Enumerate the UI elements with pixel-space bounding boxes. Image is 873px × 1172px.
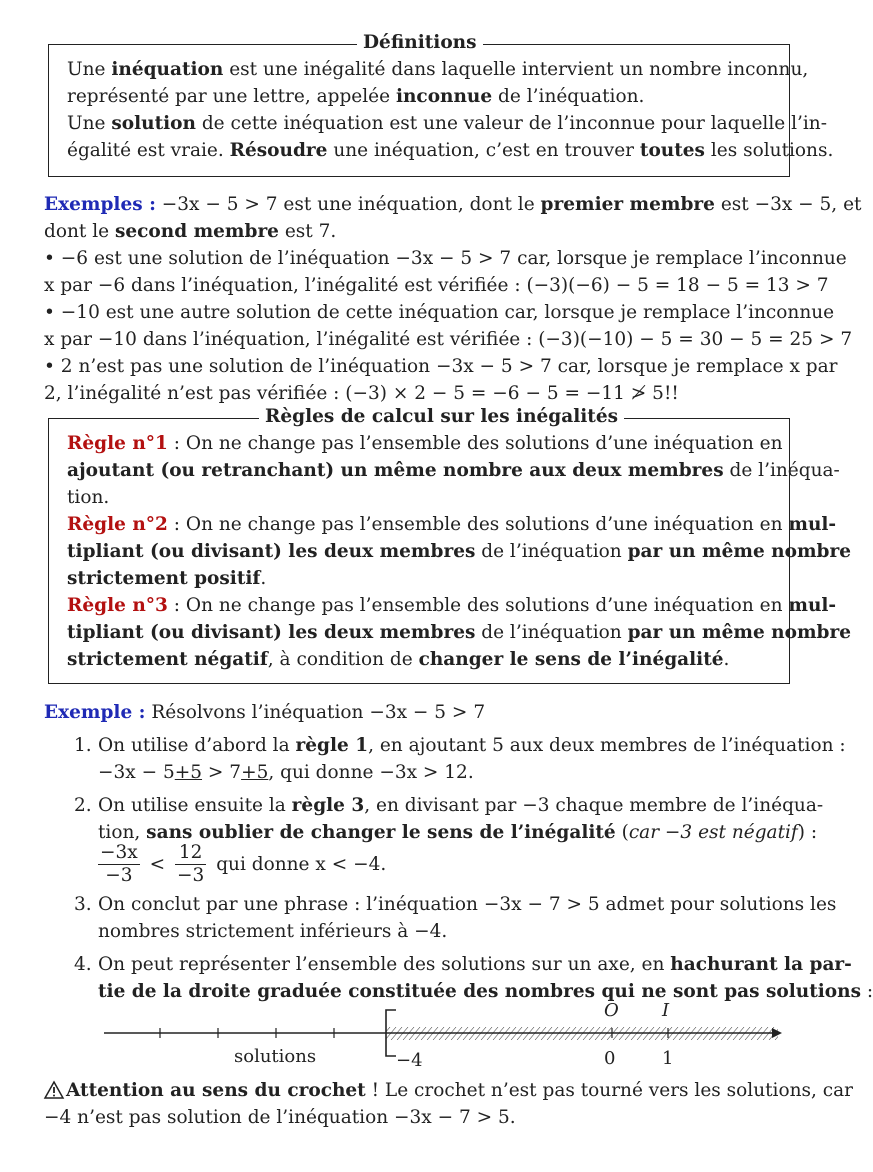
rule-1-line-1: Règle n°1 : On ne change pas l’ensemble des solutions d’une inéquation en <box>67 433 783 454</box>
fraction-right: $\frac{12}{-3}$ <box>177 842 205 886</box>
bracket-value-label: −4 <box>396 1050 423 1071</box>
definitions-box <box>48 32 834 177</box>
step-1-line-1: On utilise d’abord la règle 1, en ajoutant 5 aux deux membres de l’inéquation : <box>98 735 846 756</box>
example-intro: Exemple : Résolvons l’inéquation −3x − 5 > 7 <box>44 702 486 723</box>
examples-line-7: • 2 n’est pas une solution de l’inéquation −3x − 5 > 7 car, lorsque je remplace x par <box>44 356 838 377</box>
definitions-line-1: Une inéquation est une inégalité dans laquelle intervient un nombre inconnu, <box>67 59 809 80</box>
rule-2-line-3: strictement positif. <box>67 568 267 589</box>
examples-line-5: • −10 est une autre solution de cette inéquation car, lorsque je remplace l’inconnue <box>44 302 835 323</box>
definitions-line-2: représenté par une lettre, appelée inconnue de l’inéquation. <box>67 86 645 107</box>
rule-2-line-2: tipliant (ou divisant) les deux membres de l’inéquation par un même nombre <box>67 541 851 562</box>
step-3-number: 3. <box>74 894 92 915</box>
less-than-sign: < <box>149 853 166 875</box>
step-4-number: 4. <box>74 954 92 975</box>
number-line <box>0 998 828 1078</box>
rule-3-line-3: strictement négatif, à condition de changer le sens de l’inégalité. <box>67 649 730 670</box>
examples-line-1: Exemples : −3x − 5 > 7 est une inéquation, dont le premier membre est −3x − 5, et <box>44 194 862 215</box>
attention-line-1: Attention au sens du crochet ! Le crochet n’est pas tourné vers les solutions, car <box>44 1078 788 1108</box>
definitions-line-3: Une solution de cette inéquation est une valeur de l’inconnue pour laquelle l’in- <box>67 113 827 134</box>
definitions-title: Définitions <box>357 30 483 57</box>
step-1-number: 1. <box>74 735 92 756</box>
step-2-number: 2. <box>74 795 92 816</box>
step-2-line-1: On utilise ensuite la règle 3, en divisant par −3 chaque membre de l’inéqua- <box>98 795 824 816</box>
step-4-line-1: On peut représenter l’ensemble des solutions sur un axe, en hachurant la par- <box>98 954 852 975</box>
step-3-line-1: On conclut par une phrase : l’inéquation −3x − 7 > 5 admet pour solutions les <box>98 894 837 915</box>
rules-box <box>48 406 851 684</box>
rule-1-line-3: tion. <box>67 487 110 508</box>
examples-line-3: • −6 est une solution de l’inéquation −3x − 5 > 7 car, lorsque je remplace l’inconnue <box>44 248 847 269</box>
step-2-fraction-line <box>98 842 386 887</box>
rule-2-line-1: Règle n°2 : On ne change pas l’ensemble des solutions d’une inéquation en mul- <box>67 514 837 535</box>
tick-1-label: 1 <box>662 1048 674 1069</box>
solutions-label: solutions <box>234 1046 317 1067</box>
warning-icon <box>44 1081 66 1108</box>
point-O-label: O <box>604 1000 619 1021</box>
point-I-label: I <box>662 1000 670 1021</box>
rule-1-line-2: ajoutant (ou retranchant) un même nombre aux deux membres de l’inéqua- <box>67 460 840 481</box>
examples-line-6: x par −10 dans l’inéquation, l’inégalité est vérifiée : (−3)(−10) − 5 = 30 − 5 = 25 > 7 <box>44 329 853 350</box>
step-2-line-2: tion, sans oublier de changer le sens de l’inégalité (car −3 est négatif) : <box>98 822 818 843</box>
step-4-line-2: tie de la droite graduée constituée des nombres qui ne sont pas solutions : <box>98 981 873 1002</box>
examples-line-8: 2, l’inégalité n’est pas vérifiée : (−3) × 2 − 5 = −6 − 5 = −11 ≯ 5!! <box>44 383 679 404</box>
rule-3-line-1: Règle n°3 : On ne change pas l’ensemble des solutions d’une inéquation en mul- <box>67 595 837 616</box>
rules-title: Règles de calcul sur les inégalités <box>259 404 624 431</box>
fraction-left: $\frac{-3x}{-3}$ <box>100 842 138 886</box>
definitions-line-4: égalité est vraie. Résoudre une inéquation, c’est en trouver toutes les solutions. <box>67 140 834 161</box>
examples-line-4: x par −6 dans l’inéquation, l’inégalité est vérifiée : (−3)(−6) − 5 = 18 − 5 = 13 > 7 <box>44 275 829 296</box>
step-1-line-2: −3x − 5+5 > 7+5, qui donne −3x > 12. <box>98 762 474 783</box>
examples-line-2: dont le second membre est 7. <box>44 221 337 242</box>
step-3-line-2: nombres strictement inférieurs à −4. <box>98 921 448 942</box>
step-2-result: qui donne x < −4. <box>216 853 387 875</box>
tick-0-label: 0 <box>604 1048 616 1069</box>
attention-line-2: −4 n’est pas solution de l’inéquation −3x − 7 > 5. <box>44 1107 516 1128</box>
rule-3-line-2: tipliant (ou divisant) les deux membres de l’inéquation par un même nombre <box>67 622 851 643</box>
